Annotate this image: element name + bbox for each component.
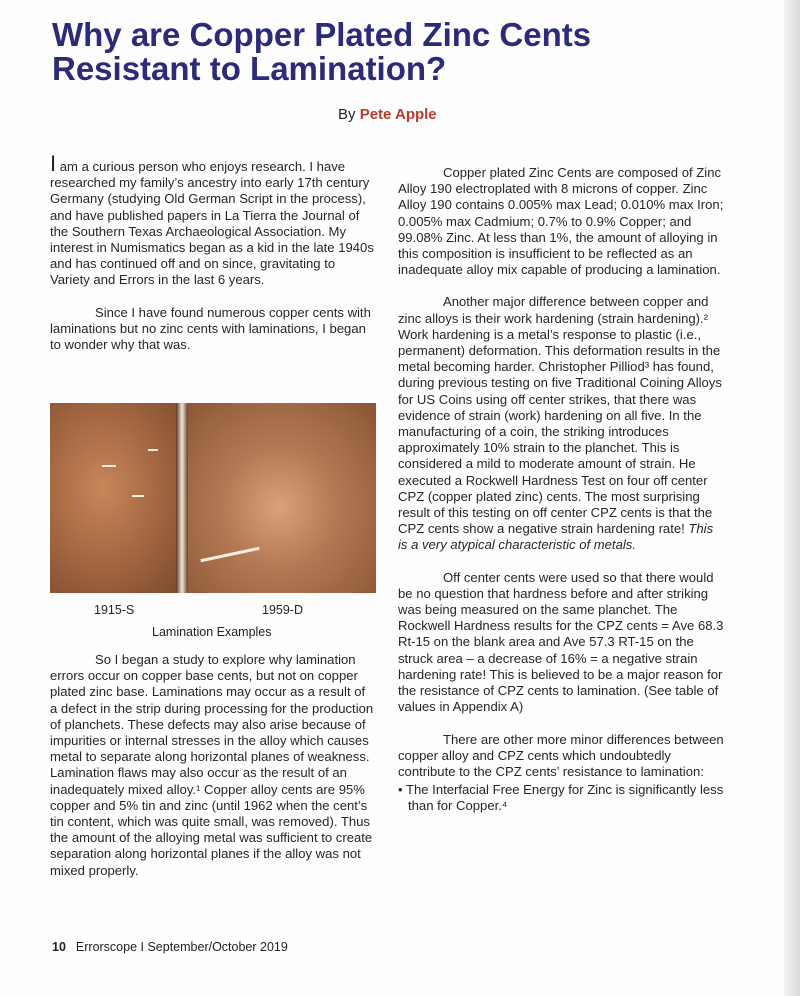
- paragraph-composition: Copper plated Zinc Cents are composed of Zinc Alloy 190 electroplated with 8 microns of copper. Zinc Alloy 190 contains 0.005% max Lead; 0.010% max Iron; 0.005% max Cadmium; 0.7% to 0.9% Copper; and 99.08% Zinc. At less than 1%, the amount of alloying in this composition is insufficient to be reflected as an inadequate alloy mix capable of producing a lamination.: [398, 165, 724, 278]
- lamination-mark: [102, 465, 116, 467]
- paragraph-question: Since I have found numerous copper cents with laminations but no zinc cents with laminations, I began to wonder why that was.: [50, 304, 371, 353]
- byline: [338, 106, 437, 123]
- paragraph-study: So I began a study to explore why lamination errors occur on copper base cents, but not on copper plated zinc base. Laminations may occur as a result of a defect in the strip during processing for the production of planchets. These defects may also arise because of impurities or internal stresses in the alloy which causes metal to separate along horizontal planes of weakness. Lamination flaws may also occur as the result of an inadequately mixed alloy.¹ Copper alloy cents are 95% copper and 5% tin and zinc (until 1962 when the cent’s tin content, which was quite small, was removed). Thus the amount of the alloying metal was sufficient to create separation along horizontal planes if the alloy was not mixed properly.: [50, 652, 374, 878]
- lamination-photo: [50, 403, 376, 593]
- figure-caption: Lamination Examples: [152, 625, 272, 639]
- photo-divider: [176, 403, 188, 593]
- drop-cap: I: [50, 151, 57, 176]
- bullet-interfacial-energy: • The Interfacial Free Energy for Zinc is significantly less than for Copper.⁴: [398, 782, 724, 814]
- page-footer: [52, 940, 288, 954]
- coin-1959d-image: [182, 403, 376, 593]
- left-column-top: [50, 151, 375, 353]
- lamination-mark: [148, 449, 158, 451]
- title-line-2: Resistant to Lamination?: [52, 50, 447, 87]
- figure-label-1915s: 1915-S: [94, 603, 135, 617]
- paragraph-minor-differences: There are other more minor differences between copper alloy and CPZ cents which undoubtedly contribute to the CPZ cents’ resistance to lamination:: [398, 731, 724, 779]
- figure-label-1959d: 1959-D: [262, 603, 303, 617]
- work-hardening-emphasis: This is a very atypical characteristic of metals.: [398, 521, 714, 553]
- coin-1915s-image: [50, 403, 182, 593]
- author-name: Pete Apple: [359, 106, 437, 123]
- page-edge-shadow: [784, 0, 800, 996]
- byline-prefix: By: [338, 106, 360, 123]
- page-number: 10: [52, 940, 66, 954]
- paragraph-work-hardening: [398, 294, 726, 553]
- publication-name: Errorscope I September/October 2019: [75, 940, 288, 954]
- title-line-1: Why are Copper Plated Zinc Cents: [52, 16, 592, 53]
- paragraph-rockwell: Off center cents were used so that there would be no question that hardness before and after striking was being measured on the same planchet. The Rockwell Hardness results for the CPZ cents = Ave 68.3 Rt-15 on the blank area and Ave 57.3 RT-15 on the struck area – a decrease of 16% = a negative strain hardening rate! This is believed to be a major reason for the resistance of CPZ cents to lamination. (See table of values in Appendix A): [398, 569, 724, 715]
- lamination-mark: [132, 495, 144, 497]
- work-hardening-text: Another major difference between copper and zinc alloys is their work hardening (strain hardening).² Work hardening is a metal’s response to plastic (i.e., permanent) deformation. This deformation results in the metal becoming harder. Christopher Pilliod³ has found, during previous testing on five Traditional Coining Alloys for US Coins using off center strikes, that there was evidence of strain (work) hardening on all five. In the manufacturing of a coin, the striking introduces approximately 10% strain to the planchet. This is considered a mild to moderate amount of strain. He executed a Rockwell Hardness Test on four off center CPZ (copper plated zinc) cents. The most surprising result of this testing on off center CPZ cents is that the CPZ cents show a negative strain hardening rate!: [398, 294, 722, 537]
- article-title: [52, 18, 752, 86]
- left-column-bottom: [50, 652, 375, 879]
- paragraph-intro-text: am a curious person who enjoys research. I have researched my family’s ancestry into early 17th century Germany (studying Old German Script in the process), and have published papers in La Tierra the Journal of the Southern Texas Archaeological Association. My interest in Numismatics began as a kid in the late 1940s and has continued off and on since, gravitating to Variety and Errors in the last 6 years.: [50, 159, 374, 288]
- paragraph-intro: [50, 151, 375, 289]
- right-column: [398, 165, 726, 815]
